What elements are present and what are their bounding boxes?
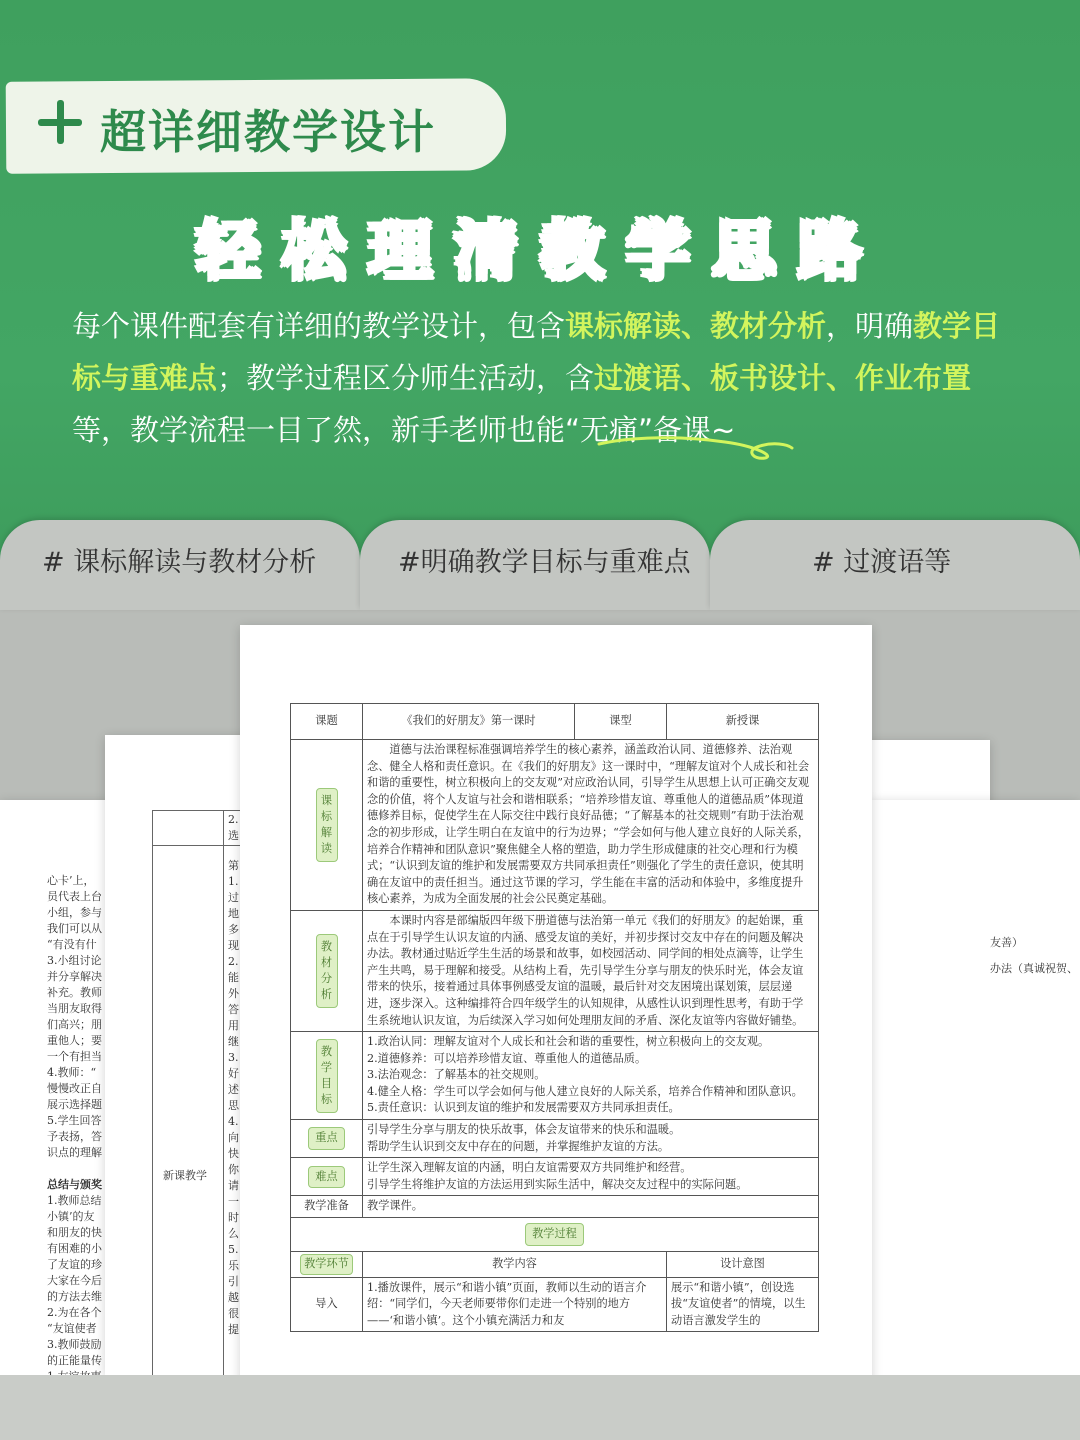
col-line: 乐 bbox=[228, 1259, 239, 1272]
cell-key: 教学准备 bbox=[291, 1196, 363, 1218]
col-line: 答 bbox=[228, 1003, 239, 1016]
nandian-tag: 难点 bbox=[308, 1166, 344, 1189]
right-line: 办法（真诚祝贺、 bbox=[990, 962, 1078, 975]
cell-text bbox=[363, 1158, 819, 1196]
col-header: 教学内容 bbox=[363, 1252, 667, 1278]
guocheng-tag: 教学过程 bbox=[525, 1223, 584, 1246]
kebiao-text: 道德与法治课程标准强调培养学生的核心素养，涵盖政治认同、道德修养、法治观念、健全人格和责任意识。在《我们的好朋友》这一课时中，“理解友谊对个人成长和社会和谐的重要性，树立积极向上的交友观”对应政治认同，引导学生从思想上认可正确交友观念的价值，将个人友谊与社会和谐相联系；“培养珍惜友谊、尊重他人的道德品质”体现道德修养目标，促使学生在人际交往中践行良好品德；“了解基本的社交规则”有助于法治观念的初步形成，让学生明白在友谊中的行为边界；“学会如何与他人建立良好的人际关系，培养合作精神和团队意识”聚焦健全人格的塑造，助力学生形成健康的社交心理和行为模式；“认识到友谊的维护和发展需要双方共同承担责任”则强化了学生的责任意识，使其明确在友谊中的责任担当。通过这节课的学习，学生能在丰富的活动和体验中，多维度提升核心素养，为成为全面发展的社会公民奠定基础。 bbox=[367, 743, 810, 906]
col-line: 请 bbox=[228, 1179, 239, 1192]
lesson-plan-table bbox=[290, 703, 819, 1332]
col-line: 提 bbox=[228, 1323, 239, 1336]
cell-value: 《我们的好朋友》第一课时 bbox=[363, 704, 575, 740]
col-line: 1. bbox=[228, 875, 239, 888]
zhongdian-line: 引导学生分享与朋友的快乐故事，体会友谊带来的快乐和温暖。 bbox=[367, 1123, 681, 1137]
kebiao-tag: 课标解读 bbox=[316, 788, 338, 862]
jiaocai-tag: 教材分析 bbox=[316, 934, 338, 1008]
cell-text: 教学课件。 bbox=[363, 1196, 819, 1218]
left-line: 重他人；要 bbox=[47, 1034, 102, 1047]
col-line: 外 bbox=[228, 987, 239, 1000]
col-line: 能 bbox=[228, 971, 239, 984]
right-sheet bbox=[870, 800, 1080, 1375]
col-header-tag: 教学环节 bbox=[300, 1254, 353, 1275]
left-line: 小镇’的友 bbox=[47, 1210, 95, 1223]
intro-text-2: ，明确 bbox=[826, 309, 914, 343]
right-line: 友善） bbox=[990, 936, 1023, 949]
tab-mubiao[interactable]: #明确教学目标与重难点 bbox=[398, 547, 691, 578]
cell-text bbox=[363, 1120, 819, 1158]
table-row bbox=[291, 740, 819, 911]
left-line: 4.教师：“ bbox=[47, 1066, 97, 1079]
col-line: 继 bbox=[228, 1035, 239, 1048]
col-line: 述 bbox=[228, 1083, 239, 1096]
left-line: 补充。教师 bbox=[47, 986, 102, 999]
col-line: 3. bbox=[228, 1051, 239, 1064]
left-line: 我们可以从 bbox=[47, 922, 102, 935]
table-row bbox=[291, 704, 819, 740]
intro-highlight-3: 过渡语、板书设计、作业布置 bbox=[594, 361, 972, 395]
intro-text-1: 每个课件配套有详细的教学设计，包含 bbox=[72, 309, 566, 343]
section-header-cell bbox=[291, 1218, 819, 1252]
left-line: 慢慢改正自 bbox=[47, 1082, 102, 1095]
col-line: 4. bbox=[228, 1115, 239, 1128]
mubiao-tag: 教学目标 bbox=[316, 1039, 338, 1113]
bottom-strip bbox=[0, 1375, 1080, 1440]
cell-key: 课题 bbox=[291, 704, 363, 740]
intro-highlight-1: 课标解读、教材分析 bbox=[565, 309, 827, 343]
col-line: 越 bbox=[228, 1291, 239, 1304]
intro-text-4: 等，教学流程一目了然，新手老师也能“无痛”备课~ bbox=[72, 413, 736, 447]
step-content: 1.播放课件，展示“和谐小镇”页面，教师以生动的语言介绍：“同学们，今天老师要带你们走进一个特别的地方——‘和谐小镇’。这个小镇充满活力和友 bbox=[363, 1277, 667, 1332]
step-intent: 展示“和谐小镇”，创设选拔“友谊使者”的情境，以生动语言激发学生的 bbox=[667, 1277, 819, 1332]
left-line: “有没有什 bbox=[47, 938, 97, 951]
mubiao-line: 4.健全人格：学生可以学会如何与他人建立良好的人际关系，培养合作精神和团队意识。 bbox=[367, 1084, 803, 1098]
col-line: 2. bbox=[228, 813, 239, 826]
left-line: 当朋友取得 bbox=[47, 1002, 102, 1015]
table-row bbox=[291, 1218, 819, 1252]
cell-text bbox=[363, 1032, 819, 1120]
mubiao-line: 5.责任意识：认识到友谊的维护和发展需要双方共同承担责任。 bbox=[367, 1101, 680, 1115]
col-line: 很 bbox=[228, 1307, 239, 1320]
col-line: 一 bbox=[228, 1195, 239, 1208]
col-line: 好 bbox=[228, 1067, 239, 1080]
col-line: 2. bbox=[228, 955, 239, 968]
col-line: 5. bbox=[228, 1243, 239, 1256]
left-line: 小组，参与 bbox=[47, 906, 102, 919]
col-line: 引 bbox=[228, 1275, 239, 1288]
col-line: 时 bbox=[228, 1211, 239, 1224]
zhongdian-tag: 重点 bbox=[308, 1127, 344, 1150]
left-line: 识点的理解 bbox=[47, 1146, 102, 1159]
tab-kebiao[interactable]: # 课标解读与教材分析 bbox=[42, 547, 317, 578]
cell-key bbox=[291, 910, 363, 1031]
col-line: 思 bbox=[228, 1099, 239, 1112]
left-line: 和朋友的快 bbox=[47, 1226, 102, 1239]
table-row bbox=[291, 910, 819, 1031]
ribbon-title: 超详细教学设计 bbox=[100, 105, 436, 159]
cell-key bbox=[291, 1158, 363, 1196]
col-line: 第 bbox=[228, 859, 239, 872]
step-label: 导入 bbox=[291, 1277, 363, 1332]
cell-key bbox=[291, 1120, 363, 1158]
mubiao-line: 3.法治观念：了解基本的社交规则。 bbox=[367, 1068, 546, 1082]
col-header bbox=[291, 1252, 363, 1278]
zhongdian-line: 帮助学生认识到交友中存在的问题，并掌握维护友谊的方法。 bbox=[367, 1139, 670, 1153]
col-line: 现 bbox=[228, 939, 239, 952]
col-line: 多 bbox=[228, 923, 239, 936]
cell-key bbox=[291, 1032, 363, 1120]
section-label: 新课教学 bbox=[163, 1169, 207, 1182]
col-line: 选 bbox=[228, 829, 239, 842]
left-line: 1.教师总结 bbox=[47, 1194, 102, 1207]
mubiao-line: 1.政治认同：理解友谊对个人成长和社会和谐的重要性，树立积极向上的交友观。 bbox=[367, 1035, 770, 1049]
left-line: 的方法去维 bbox=[47, 1290, 102, 1303]
col-line: 么 bbox=[228, 1227, 239, 1240]
col-line: 过 bbox=[228, 891, 239, 904]
left-line: 5.学生回答 bbox=[47, 1114, 102, 1127]
headline: 轻松理清教学思路 bbox=[196, 215, 884, 289]
cell-key: 课型 bbox=[575, 704, 667, 740]
mubiao-line: 2.道德修养：可以培养珍惜友谊、尊重他人的道德品质。 bbox=[367, 1051, 647, 1065]
jiaocai-text: 本课时内容是部编版四年级下册道德与法治第一单元《我们的好朋友》的起始课，重点在于引导学生认识友谊的内涵、感受友谊的美好，并初步探讨交友中存在的问题及解决办法。教材通过贴近学生生活的场景和故事，如校园活动、同学间的相处点滴等，让学生产生共鸣，易于理解和接受。从结构上看，先引导学生分享与朋友的快乐时光，体会友谊带来的快乐，接着通过具体事例感受友谊的温暖，最后针对交友困境出谋划策，层层递进，逐步深入。这种编排符合四年级学生的认知规律，从感性认识到理性思考，有助于学生系统地认识友谊，为后续深入学习如何处理朋友间的矛盾、深化友谊等内容做好铺垫。 bbox=[367, 913, 804, 1027]
left-line: 有困难的小 bbox=[47, 1242, 102, 1255]
cell-text bbox=[363, 740, 819, 911]
col-line: 地 bbox=[228, 907, 239, 920]
table-row bbox=[291, 1277, 819, 1332]
left-line: 了友谊的珍 bbox=[47, 1258, 102, 1271]
left-line: 3.教师鼓励 bbox=[47, 1338, 102, 1351]
table-row bbox=[291, 1158, 819, 1196]
table-row bbox=[291, 1196, 819, 1218]
left-line: “友谊使者 bbox=[47, 1322, 97, 1335]
left-line: 们高兴；朋 bbox=[47, 1018, 102, 1031]
squiggle-underline bbox=[595, 432, 795, 462]
table-row bbox=[291, 1120, 819, 1158]
cell-key bbox=[291, 740, 363, 911]
left-sheet-text bbox=[47, 873, 109, 1385]
nandian-line: 引导学生将维护友谊的方法运用到实际生活中，解决交友过程中的实际问题。 bbox=[367, 1177, 748, 1191]
cell-text bbox=[363, 910, 819, 1031]
left-line: 并分享解决 bbox=[47, 970, 102, 983]
left-line: 展示选择题 bbox=[47, 1098, 102, 1111]
col-line: 用 bbox=[228, 1019, 239, 1032]
left-line: 2.为在各个 bbox=[47, 1306, 102, 1319]
left-line: 的正能量传 bbox=[47, 1354, 102, 1367]
left-line: 一个有担当 bbox=[47, 1050, 102, 1063]
intro-paragraph bbox=[72, 300, 1022, 456]
right-sheet-text bbox=[990, 935, 1080, 977]
plus-icon bbox=[38, 100, 82, 144]
left-line: 心卡’上， bbox=[47, 874, 95, 887]
col-line: 你 bbox=[228, 1163, 239, 1176]
cell-value: 新授课 bbox=[667, 704, 819, 740]
table-row bbox=[291, 1032, 819, 1120]
left-line: 3.小组讨论 bbox=[47, 954, 102, 967]
col-line: 向 bbox=[228, 1131, 239, 1144]
tab-guoduyu[interactable]: # 过渡语等 bbox=[812, 547, 952, 578]
table-row bbox=[291, 1252, 819, 1278]
left-line: 员代表上台 bbox=[47, 890, 102, 903]
nandian-line: 让学生深入理解友谊的内涵，明白友谊需要双方共同维护和经营。 bbox=[367, 1161, 692, 1175]
left-table-col-line bbox=[223, 810, 224, 1375]
col-header: 设计意图 bbox=[667, 1252, 819, 1278]
col-line: 快 bbox=[228, 1147, 239, 1160]
intro-text-3: ；教学过程区分师生活动，含 bbox=[217, 361, 595, 395]
left-line: 大家在今后 bbox=[47, 1274, 102, 1287]
left-line: 予表扬，答 bbox=[47, 1130, 102, 1143]
intro-highlight-2: 教学目标与重难点 bbox=[72, 309, 1001, 395]
left-line-bold: 总结与颁奖 bbox=[47, 1178, 102, 1191]
